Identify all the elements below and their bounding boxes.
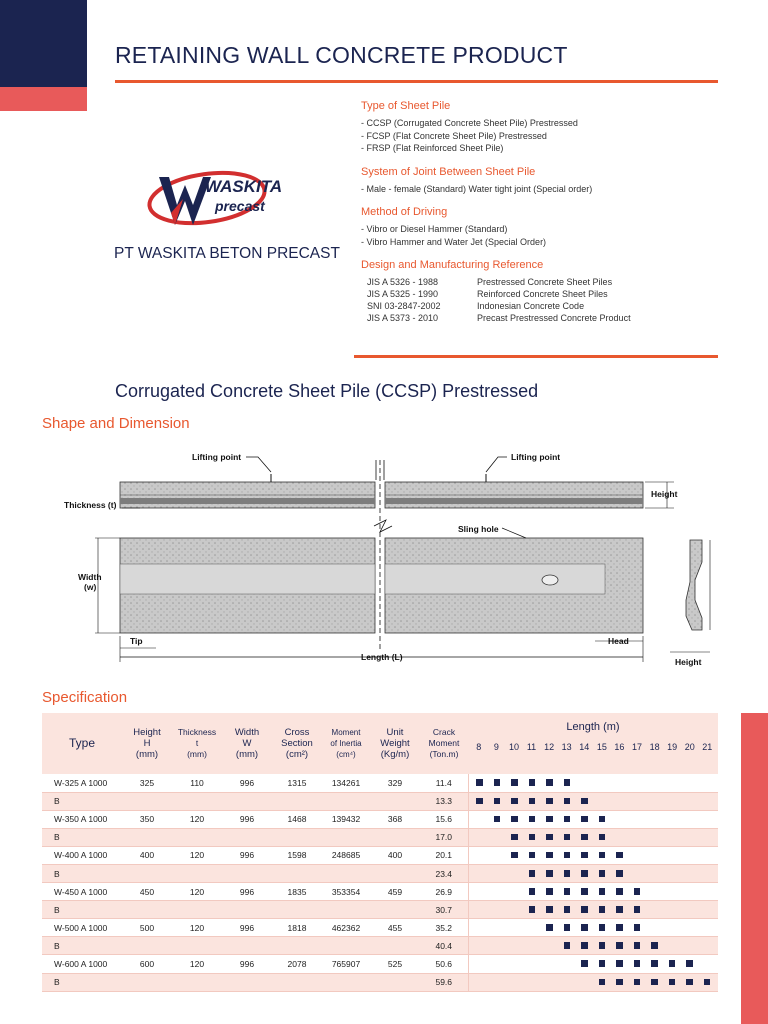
cell-crack-moment: 35.2 — [420, 919, 468, 937]
availability-marker — [581, 816, 588, 823]
availability-marker — [511, 779, 518, 786]
shape-heading: Shape and Dimension — [42, 415, 190, 432]
length-availability — [468, 792, 718, 810]
availability-marker — [616, 960, 623, 967]
cell-moment-inertia — [322, 828, 370, 846]
label-sling-hole: Sling hole — [458, 524, 499, 534]
cell-crack-moment: 26.9 — [420, 883, 468, 901]
cell-moment-inertia: 765907 — [322, 955, 370, 973]
availability-marker — [599, 924, 606, 931]
cell-width — [222, 828, 272, 846]
cell-unit-weight: 368 — [370, 810, 420, 828]
cell-crack-moment: 50.6 — [420, 955, 468, 973]
reference-code: JIS A 5326 - 1988 — [367, 277, 439, 287]
availability-marker — [564, 906, 571, 913]
length-availability — [468, 901, 718, 919]
cell-height — [122, 828, 172, 846]
availability-marker — [616, 906, 623, 913]
cell-crack-moment: 17.0 — [420, 828, 468, 846]
length-tick: 13 — [561, 742, 572, 752]
type-heading: Type of Sheet Pile — [361, 100, 451, 112]
cell-thickness — [172, 864, 222, 882]
availability-marker — [581, 798, 588, 805]
cell-type: B — [42, 828, 122, 846]
availability-marker — [616, 924, 623, 931]
length-tick: 15 — [596, 742, 607, 752]
availability-marker — [546, 852, 553, 859]
cell-type: B — [42, 937, 122, 955]
cell-type: W-500 A 1000 — [42, 919, 122, 937]
availability-marker — [529, 816, 536, 823]
availability-marker — [564, 888, 571, 895]
label-thickness: Thickness (t) — [64, 500, 117, 510]
table-row — [42, 792, 718, 810]
cell-crack-moment: 20.1 — [420, 846, 468, 864]
length-tick: 11 — [526, 742, 537, 752]
cell-height — [122, 937, 172, 955]
table-row — [42, 973, 718, 991]
availability-marker — [599, 888, 606, 895]
spec-body — [42, 774, 718, 991]
availability-marker — [529, 906, 536, 913]
table-row — [42, 937, 718, 955]
cell-cross-section: 1468 — [272, 810, 322, 828]
reference-desc: Prestressed Concrete Sheet Piles — [477, 277, 613, 287]
availability-marker — [634, 924, 641, 931]
cell-thickness: 110 — [172, 774, 222, 792]
availability-marker — [581, 888, 588, 895]
availability-marker — [564, 834, 571, 841]
cell-height: 350 — [122, 810, 172, 828]
cell-type: W-400 A 1000 — [42, 846, 122, 864]
availability-marker — [564, 798, 571, 805]
availability-marker — [634, 960, 641, 967]
cell-moment-inertia: 462362 — [322, 919, 370, 937]
spec-heading: Specification — [42, 689, 128, 706]
cell-crack-moment: 13.3 — [420, 792, 468, 810]
availability-marker — [546, 888, 553, 895]
label-width-symbol: (w) — [84, 582, 97, 592]
cell-crack-moment: 59.6 — [420, 973, 468, 991]
availability-marker — [564, 942, 571, 949]
availability-marker — [651, 942, 658, 949]
availability-marker — [511, 798, 518, 805]
plan-view — [78, 524, 643, 662]
cell-crack-moment: 40.4 — [420, 937, 468, 955]
cell-thickness: 120 — [172, 955, 222, 973]
availability-marker — [546, 924, 553, 931]
cell-cross-section — [272, 973, 322, 991]
availability-marker — [599, 816, 606, 823]
length-tick: 12 — [544, 742, 555, 752]
availability-marker — [564, 816, 571, 823]
reference-code: JIS A 5373 - 2010 — [367, 313, 439, 323]
cell-moment-inertia: 134261 — [322, 774, 370, 792]
table-row — [42, 901, 718, 919]
availability-marker — [704, 979, 711, 986]
availability-marker — [669, 960, 676, 967]
availability-marker — [529, 870, 536, 877]
availability-marker — [476, 779, 483, 786]
svg-text:precast: precast — [215, 198, 265, 214]
length-tick: 8 — [476, 742, 482, 752]
cell-type: B — [42, 792, 122, 810]
cell-width: 996 — [222, 846, 272, 864]
table-row — [42, 864, 718, 882]
availability-marker — [511, 852, 518, 859]
length-tick: 14 — [579, 742, 590, 752]
availability-marker — [616, 942, 623, 949]
side-band-red — [741, 713, 768, 1024]
cell-unit-weight: 455 — [370, 919, 420, 937]
availability-marker — [494, 779, 501, 786]
availability-marker — [599, 979, 606, 986]
availability-marker — [546, 906, 553, 913]
cell-unit-weight: 459 — [370, 883, 420, 901]
list-item: - Vibro or Diesel Hammer (Standard) — [361, 224, 508, 234]
cell-height — [122, 973, 172, 991]
availability-marker — [564, 852, 571, 859]
cell-crack-moment: 11.4 — [420, 774, 468, 792]
availability-marker — [599, 942, 606, 949]
length-availability — [468, 774, 718, 792]
availability-marker — [634, 906, 641, 913]
driving-heading: Method of Driving — [361, 206, 448, 218]
cell-cross-section: 1835 — [272, 883, 322, 901]
corner-block-navy — [0, 0, 87, 87]
cell-moment-inertia — [322, 864, 370, 882]
cell-type: B — [42, 864, 122, 882]
table-row — [42, 810, 718, 828]
availability-marker — [476, 798, 483, 805]
cell-crack-moment: 23.4 — [420, 864, 468, 882]
availability-marker — [616, 979, 623, 986]
cell-moment-inertia: 353354 — [322, 883, 370, 901]
reference-desc: Precast Prestressed Concrete Product — [477, 313, 631, 323]
length-availability — [468, 937, 718, 955]
label-width: Width — [78, 572, 102, 582]
cell-type: W-450 A 1000 — [42, 883, 122, 901]
availability-marker — [616, 888, 623, 895]
availability-marker — [546, 779, 553, 786]
length-availability — [468, 973, 718, 991]
availability-marker — [529, 888, 536, 895]
availability-marker — [686, 979, 693, 986]
table-row — [42, 774, 718, 792]
header-unit-weight: Unit Weight (Kg/m) — [370, 713, 420, 774]
spec-table — [42, 713, 718, 992]
label-height: Height — [651, 489, 678, 499]
company-name: PT WASKITA BETON PRECAST — [114, 245, 340, 262]
cell-height: 600 — [122, 955, 172, 973]
length-availability — [468, 883, 718, 901]
sheet-pile-drawing — [40, 440, 745, 675]
availability-marker — [581, 852, 588, 859]
cell-moment-inertia: 248685 — [322, 846, 370, 864]
availability-marker — [686, 960, 693, 967]
cell-type: B — [42, 901, 122, 919]
cell-moment-inertia — [322, 973, 370, 991]
availability-marker — [529, 798, 536, 805]
cell-type: W-350 A 1000 — [42, 810, 122, 828]
availability-marker — [634, 979, 641, 986]
availability-marker — [669, 979, 676, 986]
availability-marker — [511, 816, 518, 823]
cell-thickness — [172, 973, 222, 991]
cell-width — [222, 973, 272, 991]
availability-marker — [494, 798, 501, 805]
waskita-logo — [145, 165, 305, 235]
title-divider — [115, 80, 718, 83]
cell-height: 325 — [122, 774, 172, 792]
availability-marker — [599, 870, 606, 877]
availability-marker — [564, 779, 571, 786]
length-scale — [468, 742, 718, 753]
cell-thickness — [172, 937, 222, 955]
cell-cross-section — [272, 792, 322, 810]
header-cross-section: Cross Section (cm²) — [272, 713, 322, 774]
list-item: - Vibro Hammer and Water Jet (Special Order) — [361, 236, 547, 247]
type-list — [361, 117, 721, 155]
cell-crack-moment: 15.6 — [420, 810, 468, 828]
label-length: Length (L) — [361, 652, 403, 662]
length-availability — [468, 828, 718, 846]
list-item: - Male - female (Standard) Water tight joint (Special order) — [361, 183, 593, 194]
cell-thickness — [172, 901, 222, 919]
header-crack-moment: Crack Moment (Ton.m) — [420, 713, 468, 774]
cell-thickness — [172, 828, 222, 846]
availability-marker — [599, 960, 606, 967]
label-lifting-right: Lifting point — [511, 452, 561, 462]
cross-section — [670, 540, 710, 667]
cell-width: 996 — [222, 919, 272, 937]
availability-marker — [651, 960, 658, 967]
info-panel — [361, 100, 721, 324]
header-moment-inertia: Moment of Inertia (cm⁴) — [322, 713, 370, 774]
availability-marker — [581, 924, 588, 931]
label-lifting-left: Lifting point — [192, 452, 242, 462]
side-elevation — [64, 452, 678, 510]
label-head: Head — [608, 636, 629, 646]
cell-unit-weight: 400 — [370, 846, 420, 864]
cell-unit-weight: 525 — [370, 955, 420, 973]
availability-marker — [546, 870, 553, 877]
cell-moment-inertia — [322, 792, 370, 810]
cell-thickness: 120 — [172, 810, 222, 828]
length-availability — [468, 846, 718, 864]
product-title: Corrugated Concrete Sheet Pile (CCSP) Prestressed — [115, 381, 539, 401]
reference-code: JIS A 5325 - 1990 — [367, 289, 439, 299]
cell-cross-section: 2078 — [272, 955, 322, 973]
availability-marker — [529, 779, 536, 786]
availability-marker — [581, 906, 588, 913]
availability-marker — [616, 852, 623, 859]
availability-marker — [546, 816, 553, 823]
label-tip: Tip — [130, 636, 143, 646]
table-row — [42, 919, 718, 937]
joint-list — [361, 183, 721, 196]
cell-unit-weight: 329 — [370, 774, 420, 792]
table-row — [42, 955, 718, 973]
cell-cross-section — [272, 937, 322, 955]
cell-width — [222, 901, 272, 919]
length-availability — [468, 864, 718, 882]
availability-marker — [529, 852, 536, 859]
cell-height — [122, 901, 172, 919]
cell-type: W-325 A 1000 — [42, 774, 122, 792]
cell-moment-inertia — [322, 901, 370, 919]
cell-thickness: 120 — [172, 883, 222, 901]
header-height: Height H (mm) — [122, 713, 172, 774]
cell-type: W-600 A 1000 — [42, 955, 122, 973]
cell-thickness: 120 — [172, 846, 222, 864]
availability-marker — [564, 924, 571, 931]
list-item: - CCSP (Corrugated Concrete Sheet Pile) Prestressed — [361, 118, 578, 128]
list-item: - FCSP (Flat Concrete Sheet Pile) Prestressed — [361, 130, 547, 141]
info-divider — [354, 355, 718, 358]
table-row — [42, 828, 718, 846]
cell-unit-weight — [370, 864, 420, 882]
availability-marker — [564, 870, 571, 877]
cell-cross-section: 1818 — [272, 919, 322, 937]
availability-marker — [599, 852, 606, 859]
cell-cross-section: 1315 — [272, 774, 322, 792]
driving-list — [361, 223, 721, 248]
length-availability — [468, 919, 718, 937]
cell-width: 996 — [222, 810, 272, 828]
length-title: Length (m) — [566, 721, 620, 733]
cell-cross-section — [272, 864, 322, 882]
availability-marker — [581, 942, 588, 949]
availability-marker — [651, 979, 658, 986]
header-length — [468, 713, 718, 774]
cell-thickness: 120 — [172, 919, 222, 937]
cell-height: 500 — [122, 919, 172, 937]
availability-marker — [599, 834, 606, 841]
reference-heading: Design and Manufacturing Reference — [361, 259, 544, 271]
corner-block-red — [0, 87, 87, 111]
length-tick: 17 — [631, 742, 642, 752]
cell-unit-weight — [370, 973, 420, 991]
header-thickness: Thickness t (mm) — [172, 713, 222, 774]
cell-width: 996 — [222, 955, 272, 973]
table-row — [42, 883, 718, 901]
header-type: Type — [42, 713, 122, 774]
reference-code: SNI 03-2847-2002 — [367, 301, 441, 311]
page-title: RETAINING WALL CONCRETE PRODUCT — [115, 42, 568, 68]
availability-marker — [546, 798, 553, 805]
availability-marker — [494, 816, 501, 823]
reference-grid — [361, 276, 721, 324]
length-tick: 16 — [614, 742, 625, 752]
availability-marker — [634, 942, 641, 949]
cell-height: 450 — [122, 883, 172, 901]
availability-marker — [546, 834, 553, 841]
label-section-height: Height — [675, 657, 702, 667]
availability-marker — [581, 870, 588, 877]
cell-width: 996 — [222, 883, 272, 901]
svg-text:WASKITA: WASKITA — [205, 177, 283, 196]
cell-thickness — [172, 792, 222, 810]
cell-cross-section: 1598 — [272, 846, 322, 864]
length-availability — [468, 955, 718, 973]
cell-width — [222, 937, 272, 955]
length-tick: 9 — [493, 742, 499, 752]
cell-width — [222, 864, 272, 882]
length-tick: 21 — [702, 742, 713, 752]
availability-marker — [616, 870, 623, 877]
length-tick: 20 — [684, 742, 695, 752]
cell-cross-section — [272, 828, 322, 846]
cell-moment-inertia — [322, 937, 370, 955]
joint-heading: System of Joint Between Sheet Pile — [361, 165, 536, 178]
cell-height — [122, 864, 172, 882]
reference-desc: Indonesian Concrete Code — [477, 301, 585, 311]
length-tick: 18 — [649, 742, 660, 752]
length-tick: 10 — [508, 742, 519, 752]
cell-width: 996 — [222, 774, 272, 792]
cell-type: B — [42, 973, 122, 991]
cell-cross-section — [272, 901, 322, 919]
availability-marker — [634, 888, 641, 895]
cell-unit-weight — [370, 828, 420, 846]
cell-unit-weight — [370, 901, 420, 919]
availability-marker — [581, 834, 588, 841]
cell-moment-inertia: 139432 — [322, 810, 370, 828]
header-width: Width W (mm) — [222, 713, 272, 774]
availability-marker — [529, 834, 536, 841]
cell-unit-weight — [370, 937, 420, 955]
availability-marker — [511, 834, 518, 841]
length-availability — [468, 810, 718, 828]
reference-desc: Reinforced Concrete Sheet Piles — [477, 289, 608, 299]
cell-height: 400 — [122, 846, 172, 864]
cell-crack-moment: 30.7 — [420, 901, 468, 919]
cell-width — [222, 792, 272, 810]
cell-unit-weight — [370, 792, 420, 810]
length-tick: 19 — [667, 742, 678, 752]
table-row — [42, 846, 718, 864]
list-item: - FRSP (Flat Reinforced Sheet Pile) — [361, 143, 504, 153]
cell-height — [122, 792, 172, 810]
availability-marker — [581, 960, 588, 967]
availability-marker — [599, 906, 606, 913]
